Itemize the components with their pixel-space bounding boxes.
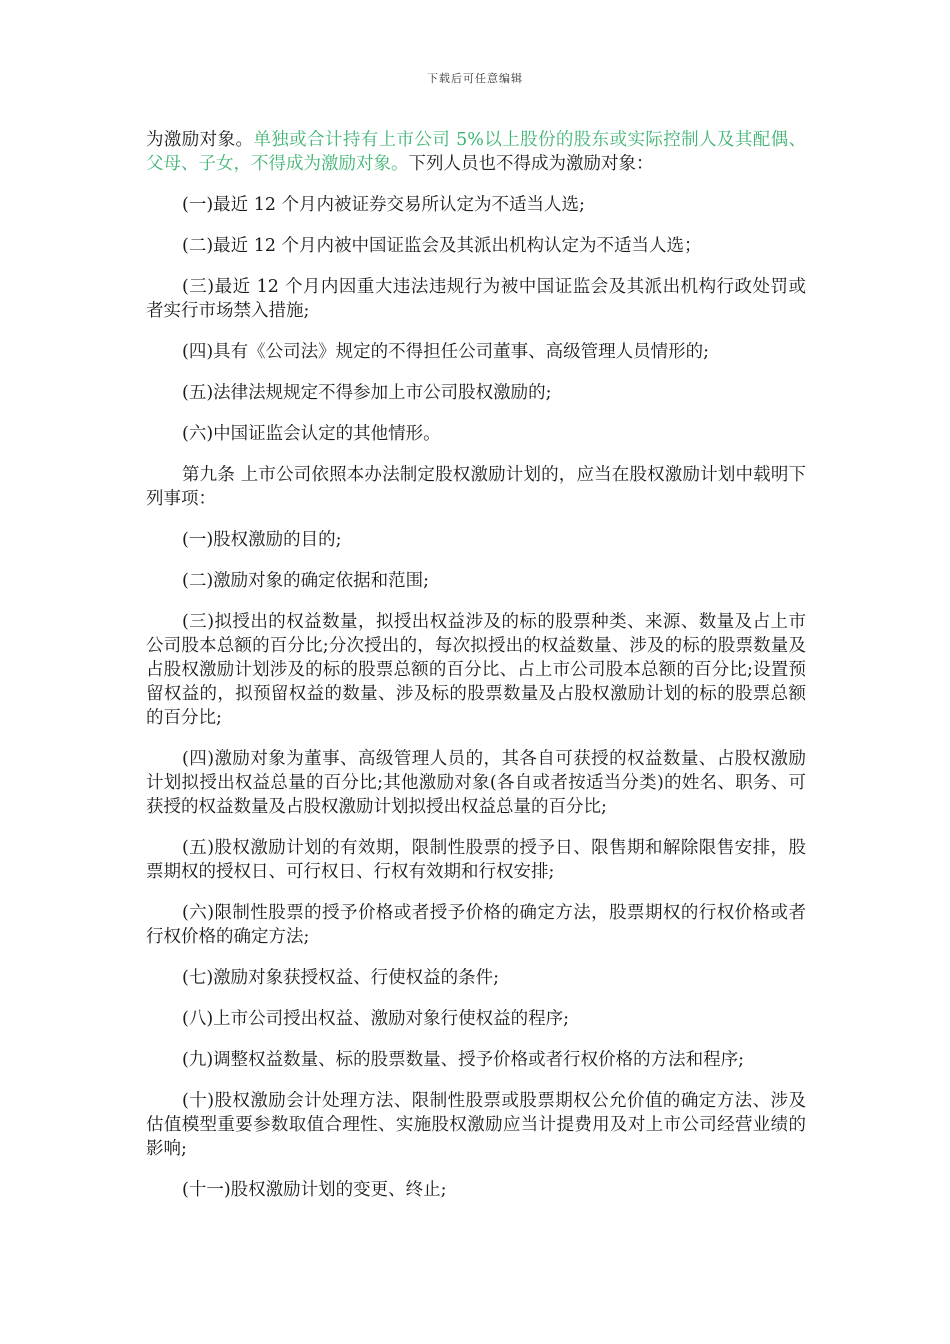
paragraph-item: (六)限制性股票的授予价格或者授予价格的确定方法，股票期权的行权价格或者行权价格的确定方法;	[146, 903, 806, 947]
document-body	[146, 128, 806, 1219]
paragraph-item: (八)上市公司授出权益、激励对象行使权益的程序;	[182, 1009, 570, 1029]
article-nine-heading: 第九条 上市公司依照本办法制定股权激励计划的，应当在股权激励计划中载明下列事项：	[146, 465, 806, 509]
paragraph-item: (十)股权激励会计处理方法、限制性股票或股票期权公允价值的确定方法、涉及估值模型重要参数取值合理性、实施股权激励应当计提费用及对上市公司经营业绩的影响;	[146, 1091, 806, 1159]
paragraph-item: (十一)股权激励计划的变更、终止;	[182, 1180, 447, 1200]
paragraph-item: (六)中国证监会认定的其他情形。	[182, 424, 441, 444]
paragraph-item: (二)最近 12 个月内被中国证监会及其派出机构认定为不适当人选；	[182, 236, 702, 256]
paragraph-item: (四)具有《公司法》规定的不得担任公司董事、高级管理人员情形的;	[182, 342, 710, 362]
intro-lead: 为激励对象。	[146, 130, 254, 150]
paragraph-item: (一)最近 12 个月内被证券交易所认定为不适当人选;	[182, 195, 585, 215]
paragraph-item: (七)激励对象获授权益、行使权益的条件;	[182, 968, 500, 988]
paragraph-item: (三)拟授出的权益数量，拟授出权益涉及的标的股票种类、来源、数量及占上市公司股本总额的百分比;分次授出的，每次拟授出的权益数量、涉及的标的股票数量及占股权激励计划涉及的标的股票总额的百分比、占上市公司股本总额的百分比;设置预留权益的，拟预留权益的数量、涉及标的股票数量及占股权激励计划的标的股票总额的百分比;	[146, 612, 806, 728]
page-header: 下载后可任意编辑	[427, 72, 523, 85]
paragraph-item: (五)股权激励计划的有效期，限制性股票的授予日、限售期和解除限售安排，股票期权的授权日、可行权日、行权有效期和行权安排;	[146, 838, 806, 882]
intro-tail: 下列人员也不得成为激励对象：	[408, 154, 654, 174]
paragraph-item: (三)最近 12 个月内因重大违法违规行为被中国证监会及其派出机构行政处罚或者实行市场禁入措施;	[146, 277, 806, 321]
highlighted-text: 单独或合计持有上市公司 5%以上股份的股东或实际控制人及其配偶、父母、子女，不得成为激励对象。	[146, 130, 807, 174]
paragraph-item: (一)股权激励的目的;	[182, 530, 342, 550]
paragraph-intro	[146, 128, 806, 176]
paragraph-item: (九)调整权益数量、标的股票数量、授予价格或者行权价格的方法和程序;	[182, 1050, 745, 1070]
paragraph-item: (五)法律法规规定不得参加上市公司股权激励的;	[182, 383, 552, 403]
paragraph-item: (四)激励对象为董事、高级管理人员的，其各自可获授的权益数量、占股权激励计划拟授出权益总量的百分比;其他激励对象(各自或者按适当分类)的姓名、职务、可获授的权益数量及占股权激励计划拟授出权益总量的百分比;	[146, 749, 806, 817]
paragraph-item: (二)激励对象的确定依据和范围;	[182, 571, 430, 591]
